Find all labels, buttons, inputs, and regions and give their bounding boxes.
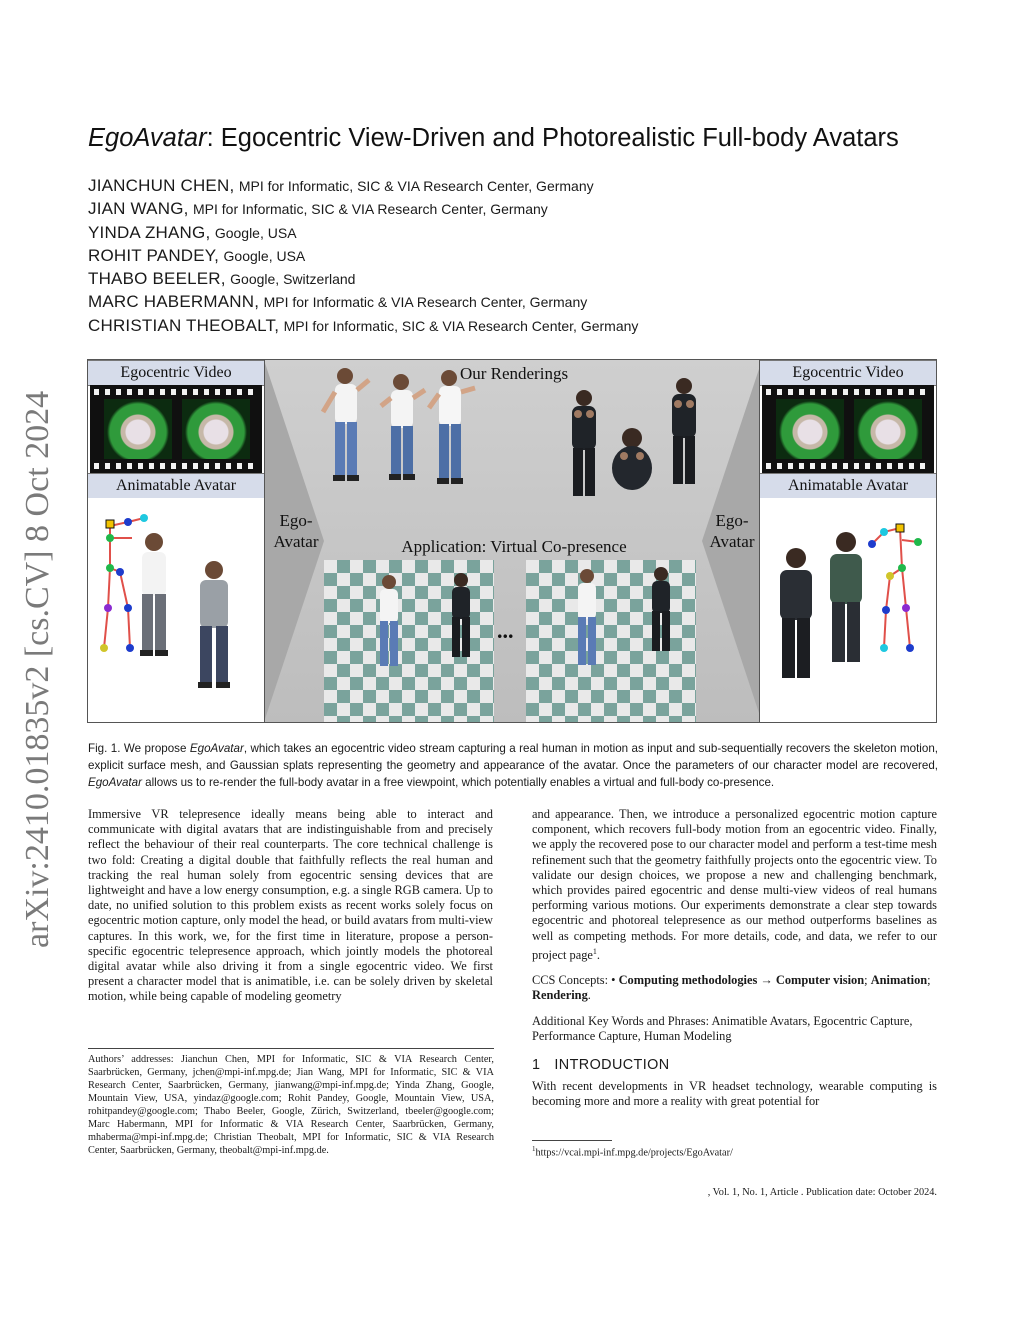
animatable-avatar-area-right — [760, 498, 936, 722]
author-affiliation: Google, USA — [223, 247, 306, 264]
teaser-figure — [87, 359, 937, 723]
footnote-ref[interactable]: 1 — [592, 946, 597, 956]
author-name: MARC HABERMANN, — [88, 292, 260, 312]
caption-italic-1: EgoAvatar — [189, 742, 244, 755]
section-heading-introduction — [532, 1058, 937, 1073]
film-holes-bottom — [94, 463, 258, 469]
copresence-dark-right-icon — [652, 567, 670, 651]
author-name: YINDA ZHANG, — [88, 222, 211, 242]
running-footer: , Vol. 1, No. 1, Article . Publication date: October 2024. — [707, 1187, 937, 1198]
egocentric-video-label-left: Egocentric Video — [88, 360, 264, 386]
introduction-text: With recent developments in VR headset technology, wearable computing is becoming more and more a reality with great potential for — [532, 1079, 937, 1109]
egoavatar-left-line1: Ego- — [279, 511, 313, 530]
ccs-prefix: CCS Concepts: • — [532, 973, 619, 988]
person-white-shirt-3-icon — [429, 370, 475, 484]
author-name: THABO BEELER, — [88, 269, 226, 289]
application-label: Application: Virtual Co-presence — [401, 537, 627, 556]
footnote-divider-right — [532, 1140, 612, 1141]
ccs-concept-3: Rendering — [532, 988, 588, 1003]
egocentric-frame — [182, 399, 250, 459]
project-url-link[interactable]: https://vcai.mpi-inf.mpg.de/projects/EgoAvatar/ — [535, 1147, 733, 1159]
renderings-label: Our Renderings — [459, 364, 569, 383]
author-entry — [88, 197, 948, 220]
animatable-avatar-label-left: Animatable Avatar — [88, 473, 264, 499]
egocentric-frame — [104, 399, 172, 459]
abstract-continuation: and appearance. Then, we introduce a personalized egocentric motion capture component, which recovers full-body motion from an egocentric video. Finally, we apply the recovered pose to our character model and perform a test-time mesh refinement such that the geometry faithfully projects onto the egocentric view. To validate our design choices, we propose a new and challenging benchmark, which provides paired egocentric and dense multi-view videos of real humans performing various motions. Our experiments demonstrate a clear step towards egocentric and photoreal telepresence as our method outperforms baselines as well as competing methods. For more details, code, and data, we refer to our project page — [532, 807, 937, 962]
abstract-text-left: Immersive VR telepresence ideally means being able to interact and communicate with digital avatars that are indistinguishable from and precisely reflect the behaviour of their real counterparts. The core technical challenge is two fold: Creating a digital double that faithfully reflects the real human and tracking the real human solely from egocentric sensing devices that are lightweight and have a low energy consumption, e.g. a single RGB camera. Up to date, no unified solution to this problem exists as recent works solely focus on egocentric motion capture, only model the head, or build avatars from multi-view captures. In this work, we, for the first time in literature, propose a person-specific egocentric telepresence approach, which jointly models the photoreal digital avatar while also driving it from a single egocentric video. We first present a character model that is animatible, i.e. can be solely driven by skeletal motion, while being capable of modeling geometry — [88, 807, 493, 1004]
copresence-dark-left-icon — [452, 573, 470, 657]
figure-caption — [88, 740, 938, 791]
avatar-green-hoodie-icon — [830, 532, 862, 662]
egocentric-frame — [776, 399, 844, 459]
author-affiliation: MPI for Informatic, SIC & VIA Research Center, Germany — [283, 317, 639, 334]
egocentric-film-strip-right — [762, 385, 934, 473]
author-list — [88, 174, 948, 337]
project-footnote — [532, 1145, 733, 1158]
egoavatar-right-line2: Avatar — [709, 532, 755, 551]
person-white-shirt-2-icon — [381, 374, 425, 480]
person-white-shirt-1-icon — [323, 368, 369, 481]
egoavatar-left-line2: Avatar — [273, 532, 319, 551]
author-affiliation: MPI for Informatic & VIA Research Center, Germany — [263, 294, 588, 311]
person-dark-hoodie-1-icon — [572, 390, 596, 496]
rendering-dark-hoodie-group — [554, 368, 724, 538]
footnote-divider-left — [88, 1048, 494, 1049]
ccs-sep-1: ; — [864, 973, 871, 988]
author-name: CHRISTIAN THEOBALT, — [88, 315, 280, 335]
avatar-patterned-shirt-icon — [198, 561, 230, 688]
caption-middle: , which takes an egocentric video stream capturing a real human in motion as input and sub-sequentially recovers the skeleton motion, explicit surface mesh, and Gaussian splats representing the geometry and appearance of the avatar. Once the parameters of our character model are recovered, — [88, 742, 938, 772]
author-entry — [88, 290, 948, 313]
arxiv-id-text: arXiv:2410.01835v2 [cs.CV] 8 Oct 2024 — [19, 390, 56, 948]
paper-title — [88, 124, 948, 153]
ellipsis: ... — [497, 618, 514, 643]
copresence-white-shirt-right-icon — [578, 569, 596, 665]
ccs-concept-2: Animation — [870, 973, 928, 988]
animatable-avatar-label-right: Animatable Avatar — [760, 473, 936, 499]
author-entry — [88, 314, 948, 337]
title-italic: EgoAvatar — [88, 124, 207, 152]
skeleton-joints-left-icon — [100, 514, 148, 652]
author-entry — [88, 244, 948, 267]
skeleton-and-avatar-right — [760, 498, 936, 722]
abstract-left-column — [88, 807, 493, 1015]
film-holes-bottom — [766, 463, 930, 469]
ccs-end: . — [587, 988, 591, 1003]
copresence-renderings — [349, 560, 689, 720]
ccs-concept-1: Computing methodologies → Computer vision — [618, 973, 865, 988]
ccs-concepts — [532, 973, 937, 1003]
film-holes-top — [766, 389, 930, 395]
author-entry — [88, 174, 948, 197]
egocentric-film-strip-left — [90, 385, 262, 473]
skeleton-right-icon — [872, 528, 918, 648]
author-affiliation: Google, Switzerland — [230, 271, 356, 288]
author-entry — [88, 267, 948, 290]
left-input-panel — [88, 360, 265, 722]
abstract-end: . — [596, 947, 600, 962]
renderings-panel — [264, 360, 762, 722]
section-number: 1 — [532, 1056, 541, 1073]
author-name: JIAN WANG, — [88, 199, 189, 219]
right-input-panel — [759, 360, 936, 722]
person-dark-hoodie-3-icon — [672, 378, 696, 484]
caption-italic-2: EgoAvatar — [88, 776, 142, 789]
arxiv-identifier — [10, 360, 60, 950]
skeleton-joints-right-icon — [868, 524, 922, 652]
caption-prefix: Fig. 1. We propose — [88, 742, 190, 755]
egoavatar-right-line1: Ego- — [715, 511, 749, 530]
author-affiliation: MPI for Informatic, SIC & VIA Research Center, Germany — [193, 201, 548, 218]
author-affiliation: MPI for Informatic, SIC & VIA Research Center, Germany — [238, 178, 594, 194]
keywords: Additional Key Words and Phrases: Animatible Avatars, Egocentric Capture, Performance Capture, Human Modeling — [532, 1013, 913, 1043]
person-dark-hoodie-2-icon — [612, 428, 652, 490]
title-rest: : Egocentric View-Driven and Photorealistic Full-body Avatars — [206, 124, 899, 152]
animatable-avatar-area-left — [88, 498, 264, 722]
rendering-white-shirt-group — [309, 362, 479, 532]
egocentric-frame — [854, 399, 922, 459]
author-addresses: Authors’ addresses: Jianchun Chen, MPI for Informatic, SIC & VIA Research Center, Saarbrücken, Germany, jchen@mpi-inf.mpg.de; Jian Wang, MPI for Informatic, SIC & VIA Research Center, Saarbrücken, Germany, jianwang@mpi-inf.mpg.de; Yinda Zhang, Google, Mountain View, USA, yindaz@google.com; Rohit Pandey, Google, Mountain View, USA, rohitpandey@google.com; Thabo Beeler, Google, Zürich, Switzerland, tbeeler@google.com; Marc Habermann, MPI for Informatic & VIA Research Center, Saarbrücken, Germany, mhaberma@mpi-inf.mpg.de; Christian Theobalt, MPI for Informatic, SIC & VIA Research Center, Saarbrücken, Germany, theobalt@mpi-inf.mpg.de. — [88, 1054, 494, 1156]
egocentric-video-label-right: Egocentric Video — [760, 360, 936, 386]
copresence-white-shirt-left-icon — [380, 575, 398, 666]
author-entry — [88, 221, 948, 244]
caption-suffix: allows us to re-render the full-body avatar in a free viewpoint, which potentially enables a virtual and full-body co-presence. — [141, 776, 775, 789]
film-holes-top — [94, 389, 258, 395]
avatar-white-shirt-icon — [140, 533, 168, 656]
skeleton-and-avatar-left — [88, 498, 264, 722]
abstract-text-right — [532, 807, 937, 963]
author-name: ROHIT PANDEY, — [88, 245, 220, 265]
avatar-dark-hoodie-icon — [780, 548, 812, 678]
author-name: JIANCHUN CHEN, — [88, 176, 235, 195]
ccs-sep-2: ; — [927, 973, 931, 988]
footnote-mark: 1 — [532, 1145, 536, 1153]
author-affiliation: Google, USA — [214, 224, 297, 241]
section-title: INTRODUCTION — [554, 1056, 670, 1073]
abstract-right-column — [532, 807, 937, 1120]
